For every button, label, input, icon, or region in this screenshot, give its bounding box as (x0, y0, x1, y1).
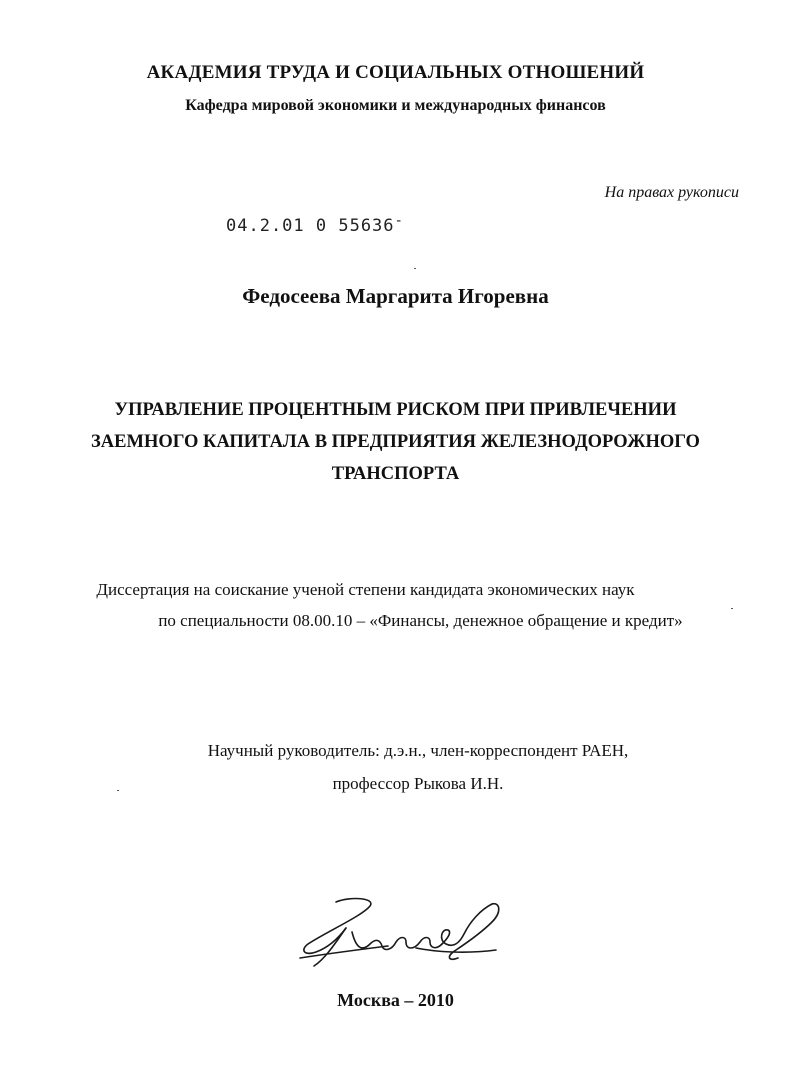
library-code-mark: - (394, 213, 404, 229)
advisor-line-2: профессор Рыкова И.Н. (332, 774, 504, 793)
author-name: Федосеева Маргарита Игоревна (242, 284, 549, 308)
title-line: ЗАЕМНОГО КАПИТАЛА В ПРЕДПРИЯТИЯ ЖЕЛЕЗНОДОРОЖНОГО (91, 432, 700, 452)
signature-icon (296, 892, 506, 974)
department-name: Кафедра мировой экономики и международных финансов (185, 97, 606, 114)
manuscript-note: На правах рукописи (604, 184, 739, 201)
scan-speck (117, 790, 119, 791)
academy-name: АКАДЕМИЯ ТРУДА И СОЦИАЛЬНЫХ ОТНОШЕНИЙ (146, 62, 645, 83)
scan-speck (414, 268, 416, 269)
scan-speck (731, 608, 733, 609)
title-line: ТРАНСПОРТА (331, 464, 460, 484)
degree-statement (0, 574, 791, 636)
degree-line-1: Диссертация на соискание ученой степени кандидата экономических наук (96, 580, 635, 599)
city-year: Москва – 2010 (337, 990, 454, 1010)
degree-line-2: по специальности 08.00.10 – «Финансы, денежное обращение и кредит» (158, 611, 683, 630)
library-code-text: 04.2.01 0 55636 (226, 216, 395, 236)
library-code (226, 213, 404, 236)
advisor-line-1: Научный руководитель: д.э.н., член-корреспондент РАЕН, (207, 741, 629, 760)
dissertation-title (0, 394, 791, 490)
title-line: УПРАВЛЕНИЕ ПРОЦЕНТНЫМ РИСКОМ ПРИ ПРИВЛЕЧЕНИИ (114, 400, 677, 420)
